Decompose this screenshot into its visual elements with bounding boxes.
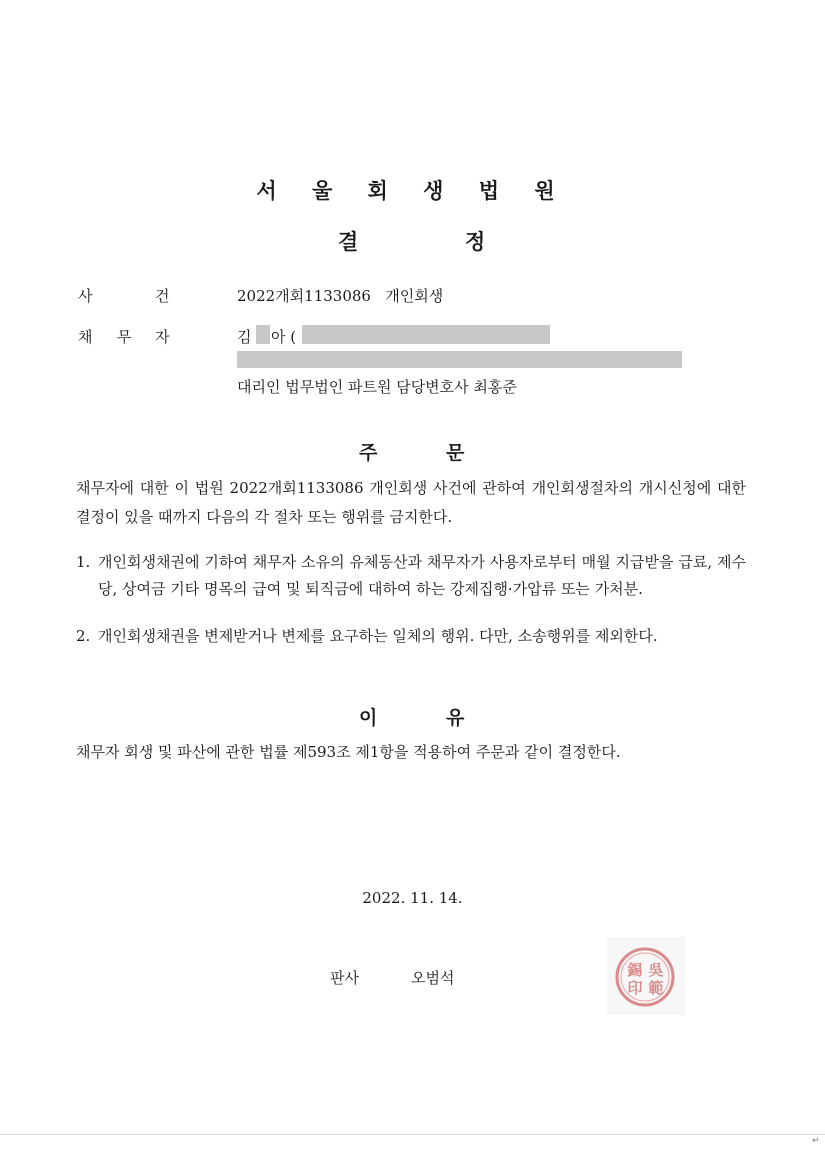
debtor-name-first: 김 [237, 328, 252, 346]
order-item-1-text: 개인회생채권에 기하여 채무자 소유의 유체동산과 채무자가 사용자로부터 매월 지급받을 급료, 제수당, 상여금 기타 명목의 급여 및 퇴직금에 대하여 하는 강제집행·가압류 또는 가처분. [98, 553, 746, 598]
debtor-label-char-3: 자 [155, 328, 170, 346]
document-type-first: 결 [338, 230, 359, 254]
order-item-1 [76, 549, 746, 629]
page-bottom-border [0, 1134, 825, 1135]
svg-text:吳: 吳 [648, 961, 664, 979]
judge-name: 오범석 [411, 969, 455, 987]
reason-heading-second: 유 [446, 707, 465, 729]
judge-seal-stamp [607, 937, 685, 1015]
svg-text:範: 範 [648, 979, 664, 997]
debtor-address-redaction [237, 351, 682, 368]
court-name: 서 울 회 생 법 원 [256, 179, 569, 203]
order-heading-second: 문 [446, 442, 465, 464]
decision-date: 2022. 11. 14. [362, 889, 463, 907]
debtor-name-redaction [256, 325, 270, 344]
debtor-agent: 대리인 법무법인 파트원 담당변호사 최홍준 [237, 378, 517, 396]
case-label-char-2: 건 [155, 287, 170, 305]
order-item-2-text: 개인회생채권을 변제받거나 변제를 요구하는 일체의 행위. 다만, 소송행위를 제외한다. [98, 627, 658, 645]
debtor-label-char-1: 채 [78, 328, 93, 346]
debtor-name-rest: 아 ( [271, 328, 297, 346]
order-item-2-number: 2. [76, 627, 91, 645]
debtor-id-redaction [302, 325, 550, 344]
judge-title: 판사 [330, 969, 359, 987]
order-paragraph: 채무자에 대한 이 법원 2022개회1133086 개인회생 사건에 관하여 개인회생절차의 개시신청에 대한 결정이 있을 때까지 다음의 각 절차 또는 행위를 금지한다. [76, 479, 746, 526]
seal-icon [607, 937, 685, 1015]
reason-paragraph: 채무자 회생 및 파산에 관한 법률 제593조 제1항을 적용하여 주문과 같이 결정한다. [76, 743, 621, 761]
debtor-label-char-2: 무 [117, 328, 132, 346]
reason-heading-first: 이 [359, 707, 378, 729]
document-type-second: 정 [465, 230, 486, 254]
order-item-1-number: 1. [76, 553, 91, 571]
svg-text:印: 印 [627, 979, 643, 997]
order-item-2 [76, 623, 746, 677]
svg-text:錫: 錫 [627, 961, 643, 979]
case-number: 2022개회1133086 개인회생 [237, 287, 444, 305]
case-label-char-1: 사 [78, 287, 93, 305]
page-corner-mark: ↵ [812, 1136, 820, 1146]
order-heading-first: 주 [359, 442, 378, 464]
